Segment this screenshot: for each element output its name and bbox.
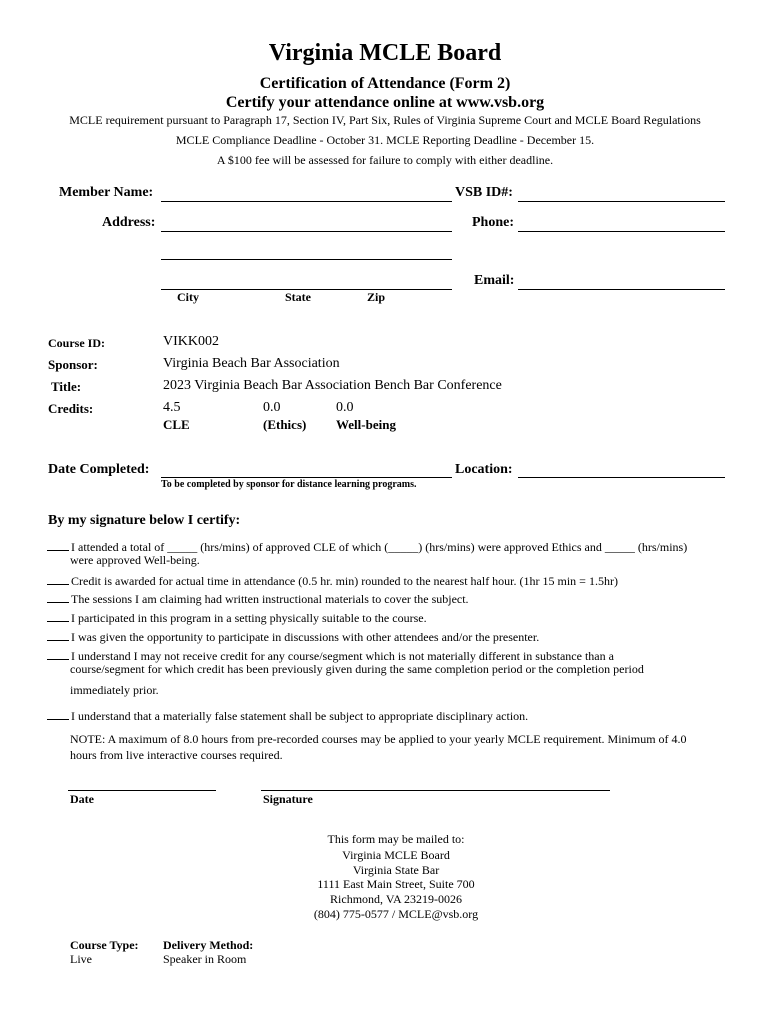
date-signed-label: Date: [70, 792, 94, 806]
mail-org: Virginia MCLE Board: [342, 848, 450, 862]
delivery-method-label: Delivery Method:: [163, 938, 254, 952]
prior-credit-text-end: immediately prior.: [70, 683, 159, 697]
form-subtitle: Certification of Attendance (Form 2): [259, 75, 511, 92]
materials-checkbox[interactable]: [47, 591, 69, 603]
member-name-label: Member Name:: [59, 185, 154, 200]
participation-text: I was given the opportunity to participate in discussions with other attendees and/or the presenter.: [71, 630, 540, 644]
materials-text: The sessions I am claiming had written instructional materials to cover the subject.: [71, 592, 469, 606]
certify-item-participation: [47, 629, 539, 645]
title-label: Title:: [51, 379, 82, 394]
wellbeing-credit-label: Well-being: [336, 417, 396, 432]
delivery-method-value: Speaker in Room: [163, 952, 247, 966]
email-field[interactable]: [518, 289, 725, 290]
requirement-line: MCLE requirement pursuant to Paragraph 17, Section IV, Part Six, Rules of Virginia Supreme Court and MCLE Board Regulations: [69, 113, 701, 127]
prior-credit-text: I understand I may not receive credit for any course/segment which is not materially different in substance than a: [71, 649, 614, 663]
ethics-credit-label: (Ethics): [263, 417, 307, 432]
mail-street: 1111 East Main Street, Suite 700: [317, 877, 475, 891]
mail-contact: (804) 775-0577 / MCLE@vsb.org: [313, 907, 479, 921]
ethics-credit-value: 0.0: [263, 400, 281, 415]
date-signed-field[interactable]: [68, 790, 216, 791]
sponsor-note: To be completed by sponsor for distance learning programs.: [161, 479, 417, 490]
title-value: 2023 Virginia Beach Bar Association Bench Bar Conference: [163, 378, 502, 393]
vsb-id-label: VSB ID#:: [455, 185, 513, 200]
location-field[interactable]: [518, 477, 725, 478]
attendance-text-cont: were approved Well-being.: [70, 553, 200, 567]
sponsor-label: Sponsor:: [48, 357, 98, 372]
course-id-label: Course ID:: [48, 336, 105, 350]
sponsor-value: Virginia Beach Bar Association: [163, 356, 340, 371]
wellbeing-credit-value: 0.0: [336, 400, 354, 415]
course-id-value: VIKK002: [163, 334, 219, 349]
mail-city: Richmond, VA 23219-0026: [330, 892, 462, 906]
certify-item-setting: [47, 610, 427, 626]
vsb-id-field[interactable]: [518, 201, 725, 202]
participation-checkbox[interactable]: [47, 629, 69, 641]
date-completed-label: Date Completed:: [48, 462, 150, 477]
prior-credit-checkbox[interactable]: [47, 648, 69, 660]
zip-label: Zip: [367, 290, 386, 304]
signature-field[interactable]: [261, 790, 610, 791]
email-label: Email:: [474, 273, 515, 288]
certify-item-materials: [47, 591, 469, 607]
fee-line: A $100 fee will be assessed for failure to comply with either deadline.: [216, 153, 554, 167]
mail-intro: This form may be mailed to:: [327, 832, 465, 846]
page-title: Virginia MCLE Board: [268, 40, 502, 66]
signature-label: Signature: [263, 792, 313, 806]
deadline-line: MCLE Compliance Deadline - October 31. MCLE Reporting Deadline - December 15.: [175, 133, 595, 147]
member-name-field[interactable]: [161, 201, 452, 202]
address-label: Address:: [102, 215, 156, 230]
false-statement-text: I understand that a materially false statement shall be subject to appropriate disciplinary action.: [71, 709, 529, 723]
false-statement-checkbox[interactable]: [47, 708, 69, 720]
state-label: State: [285, 290, 311, 304]
phone-label: Phone:: [472, 215, 514, 230]
credit-checkbox[interactable]: [47, 573, 69, 585]
certify-item-false-statement: [47, 708, 528, 724]
mail-bar: Virginia State Bar: [352, 863, 440, 877]
credit-text: Credit is awarded for actual time in attendance (0.5 hr. min) rounded to the nearest half hour. (1hr 15 min = 1.5hr): [71, 574, 618, 588]
cle-credit-value: 4.5: [163, 400, 181, 415]
course-type-label: Course Type:: [70, 938, 139, 952]
certify-item-credit: [47, 573, 618, 589]
location-label: Location:: [455, 462, 513, 477]
attendance-checkbox[interactable]: [47, 539, 69, 551]
hours-note: NOTE: A maximum of 8.0 hours from pre-recorded courses may be applied to your yearly MCLE requirement. Minimum of 4.0: [70, 732, 687, 746]
course-type-value: Live: [70, 952, 92, 966]
address-field-2[interactable]: [161, 259, 452, 260]
credits-label: Credits:: [48, 401, 94, 416]
prior-credit-text-cont: course/segment for which credit has been previously given during the same completion period or the completion period: [70, 662, 644, 676]
hours-note-cont: hours from live interactive courses required.: [70, 748, 283, 762]
cle-credit-label: CLE: [163, 417, 190, 432]
date-completed-field[interactable]: [161, 477, 452, 478]
certify-heading: By my signature below I certify:: [48, 513, 241, 528]
address-field-1[interactable]: [161, 231, 452, 232]
attendance-text: I attended a total of _____ (hrs/mins) of approved CLE of which (_____) (hrs/mins) were approved Ethics and _____ (hrs/mins): [71, 540, 688, 554]
city-label: City: [177, 290, 199, 304]
phone-field[interactable]: [518, 231, 725, 232]
setting-checkbox[interactable]: [47, 610, 69, 622]
online-note: Certify your attendance online at www.vsb.org: [225, 94, 545, 111]
setting-text: I participated in this program in a setting physically suitable to the course.: [71, 611, 427, 625]
